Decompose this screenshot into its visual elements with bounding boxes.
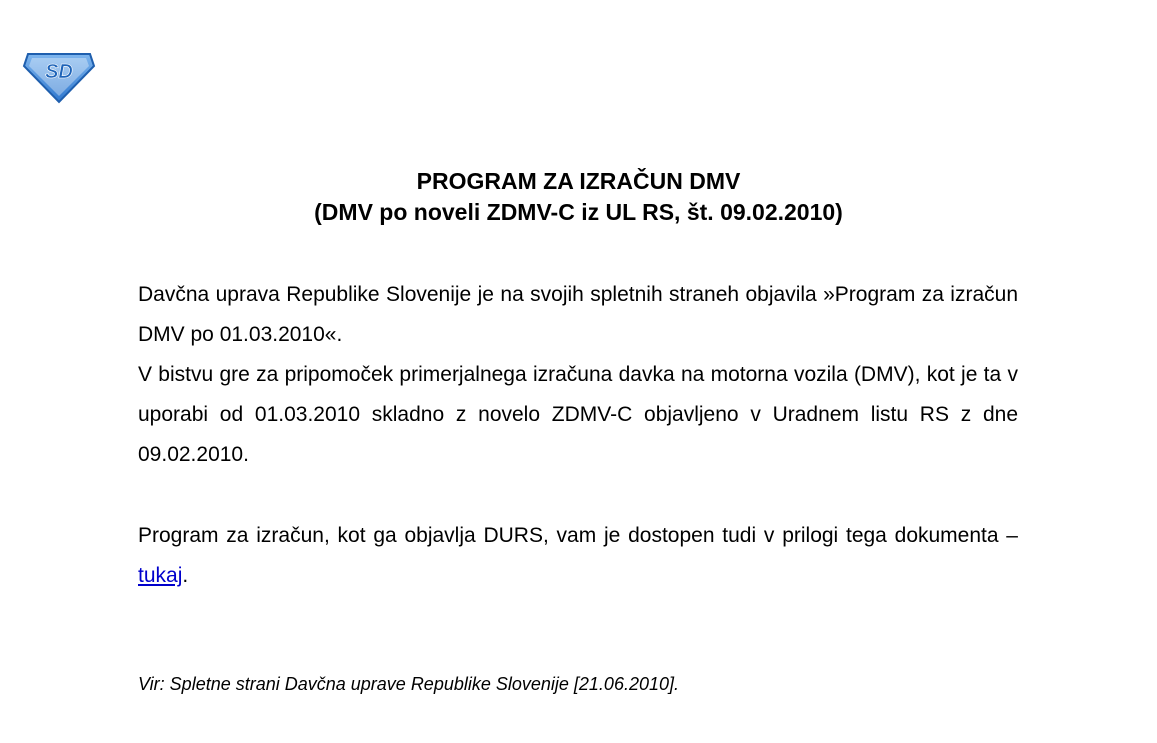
sd-logo bbox=[22, 48, 96, 104]
title-line-1: PROGRAM ZA IZRAČUN DMV bbox=[416, 168, 741, 194]
title-line-2: (DMV po noveli ZDMV-C iz UL RS, št. 09.02.2010) bbox=[314, 199, 843, 225]
document-title bbox=[0, 166, 1157, 228]
intro-sentence-1: Davčna uprava Republike Slovenije je na svojih spletnih straneh objavila »Program za izračun DMV po 01.03.2010«. bbox=[138, 283, 1018, 346]
download-period: . bbox=[182, 564, 189, 587]
logo-text: SD bbox=[45, 61, 73, 83]
download-sentence bbox=[138, 516, 1018, 596]
intro-sentence-2: V bistvu gre za pripomoček primerjalnega izračuna davka na motorna vozila (DMV), kot je ta v uporabi od 01.03.2010 skladno z novelo ZDMV-C objavljeno v Uradnem listu RS z dne 09.02.2010. bbox=[138, 363, 1018, 466]
source-note: Vir: Spletne strani Davčna uprave Republike Slovenije [21.06.2010]. bbox=[138, 674, 680, 694]
tukaj-link[interactable]: tukaj bbox=[138, 564, 183, 587]
download-text: Program za izračun, kot ga objavlja DURS, vam je dostopen tudi v prilogi tega dokumenta – bbox=[138, 524, 1018, 547]
intro-paragraph bbox=[138, 275, 1018, 475]
download-paragraph bbox=[138, 516, 1018, 596]
